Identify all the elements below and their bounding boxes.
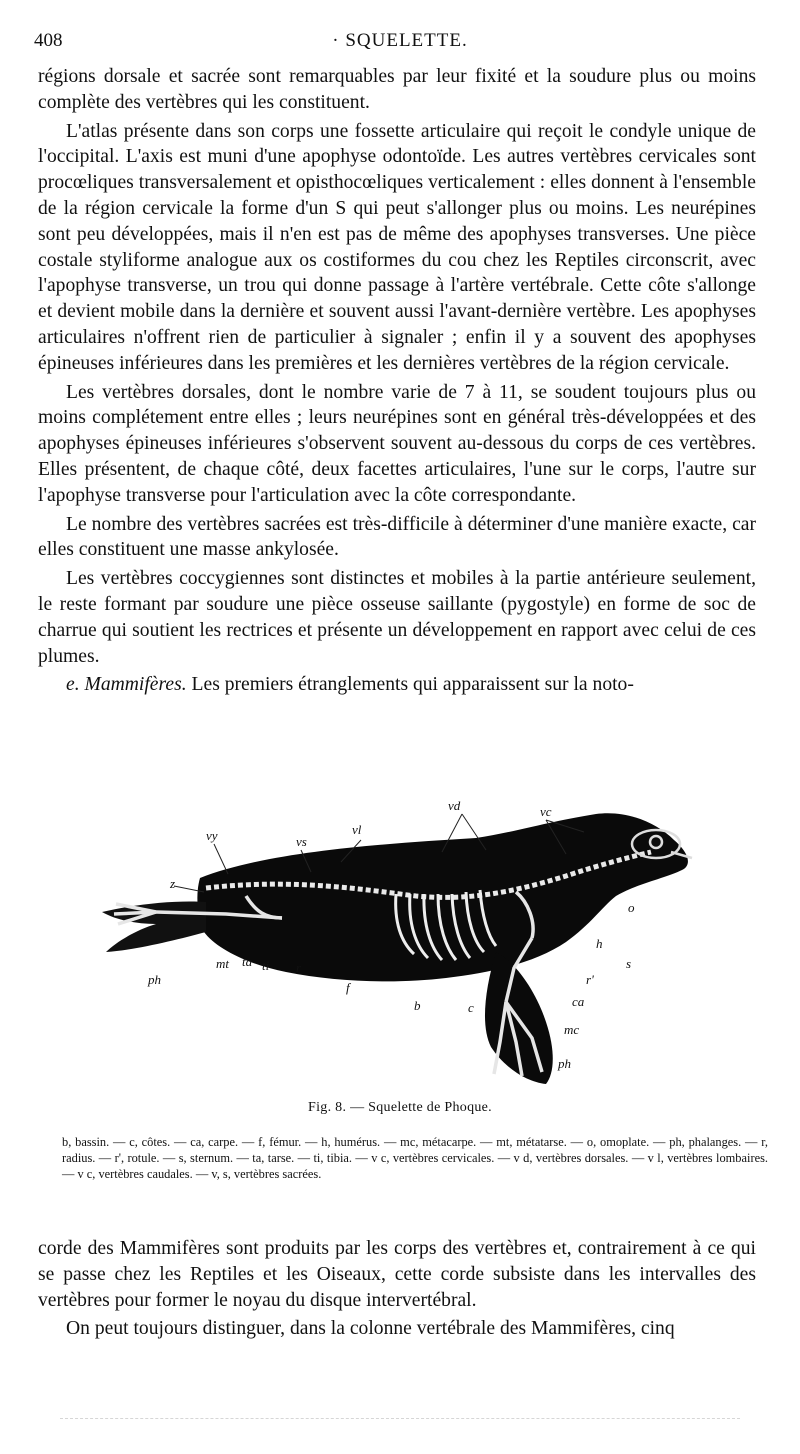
paragraph: Le nombre des vertèbres sacrées est très-difficile à déterminer d'une manière exacte, car elles constituent une masse ankylosée. <box>38 513 756 561</box>
label-vc: vc <box>540 804 552 819</box>
label-ca: ca <box>572 994 585 1009</box>
page-number: 408 <box>34 30 63 51</box>
label-vs: vs <box>296 834 307 849</box>
label-vd: vd <box>448 798 461 813</box>
label-ta: ta <box>242 954 253 969</box>
label-f: f <box>346 980 350 995</box>
label-mt: mt <box>216 956 229 971</box>
seal-skeleton-figure <box>96 792 716 1094</box>
page-header <box>34 30 766 56</box>
figure-caption: Fig. 8. — Squelette de Phoque. <box>308 1100 492 1115</box>
label-ph-hind: ph <box>148 972 161 987</box>
page-bottom-fade <box>60 1418 740 1423</box>
paragraph: corde des Mammifères sont produits par les corps des vertèbres et, contrairement à ce qui se passe chez les Reptiles et les Oiseaux, cette corde subsiste dans les intervalles des vertèbres pour former le noyau du disque intervertébral. <box>38 1238 756 1311</box>
seal-skeleton-illustration <box>96 792 716 1094</box>
label-r-prime: r' <box>586 972 594 987</box>
label-vl: vl <box>352 822 362 837</box>
label-s: s <box>626 956 632 971</box>
hind-flipper <box>102 901 206 952</box>
label-h: h <box>596 936 603 951</box>
body-text-top <box>38 64 756 698</box>
label-ph-fore: ph <box>558 1056 571 1071</box>
label-c: c <box>468 1000 474 1015</box>
label-ti: ti <box>262 958 270 973</box>
label-b: b <box>414 998 421 1013</box>
running-title: · SQUELETTE. <box>332 30 468 51</box>
label-mc: mc <box>564 1022 580 1037</box>
body-text-bottom <box>38 1236 756 1342</box>
label-vy: vy <box>206 828 218 843</box>
paragraph: Les vertèbres dorsales, dont le nombre varie de 7 à 11, se soudent toujours plus ou moins complétement entre elles ; leurs neurépines sont en général très-développées et des apophyses épineuses inférieures s'observent souvent au-dessous du corps de ces vertèbres. Elles présentent, de chaque côté, deux facettes articulaires, l'une sur le corps, l'autre sur l'apophyse transverse pour l'articulation avec la côte correspondante. <box>38 381 756 506</box>
label-o: o <box>628 900 635 915</box>
label-r: r <box>296 960 302 975</box>
paragraph: Les vertèbres coccygiennes sont distinctes et mobiles à la partie antérieure seulement, le reste formant par soudure une pièce osseuse saillante (pygostyle) en forme de soc de charrue qui soutient les rectrices et présente un développement en rapport avec celui de ces plumes. <box>38 568 756 667</box>
label-z: z <box>170 876 176 891</box>
section-heading: e. Mammifères. <box>66 674 187 696</box>
paragraph <box>38 672 756 698</box>
section-text: Les premiers étranglements qui apparaissent sur la noto- <box>191 674 634 696</box>
paragraph: régions dorsale et sacrée sont remarquables par leur fixité et la soudure plus ou moins complète des vertèbres qui les constituent. <box>38 66 756 113</box>
seal-body-silhouette <box>197 813 688 981</box>
paragraph: On peut toujours distinguer, dans la colonne vertébrale des Mammifères, cinq <box>66 1318 675 1340</box>
figure-legend: b, bassin. — c, côtes. — ca, carpe. — f, fémur. — h, humérus. — mc, métacarpe. — mt, métatarse. — o, omoplate. — ph, phalanges. — r, radius. — r', rotule. — s, sternum. — ta, tarse. — ti, tibia. — v c, vertèbres cervicales. — v d, vertèbres dorsales. — v l, vertèbres lombaires. — v c, vertèbres caudales. — v, s, vertèbres sacrées. <box>62 1135 768 1181</box>
paragraph: L'atlas présente dans son corps une fossette articulaire qui reçoit le condyle unique de l'occipital. L'axis est muni d'une apophyse odontoïde. Les autres vertèbres cervicales sont procœliques transversalement et opisthocœliques verticalement : elles donnent à l'ensemble de la région cervicale la forme d'un S qui peut s'allonger plus ou moins. Les neurépines sont peu développées, mais il n'en est pas de même des apophyses transverses. Une pièce costale styliforme analogue aux os costiformes du cou chez les Reptiles circonscrit, avec l'apophyse transverse, un trou qui donne passage à l'artère vertébrale. Cette côte s'allonge et devient mobile dans la dernière et souvent aussi l'avant-dernière vertèbre. Les apophyses articulaires n'offrent rien de particulier à signaler ; enfin il y a souvent des apophyses épineuses inférieures dans les premières et les dernières vertèbres de la région cervicale. <box>38 120 756 374</box>
